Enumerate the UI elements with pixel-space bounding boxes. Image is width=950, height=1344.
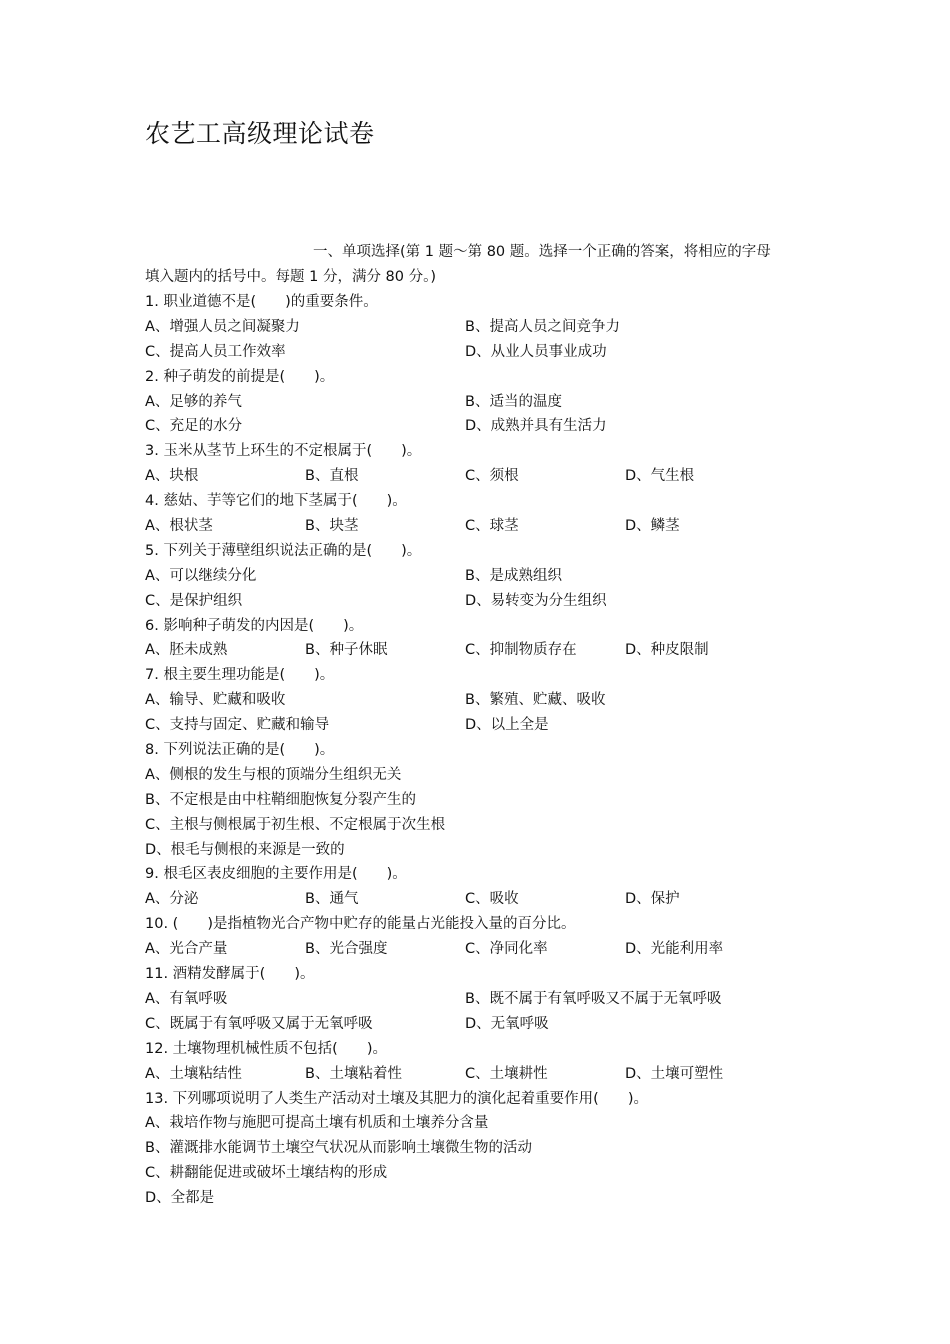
answer-option: B、土壤粘着性 <box>305 1065 402 1082</box>
answer-option: B、直根 <box>305 468 359 485</box>
answer-option: A、侧根的发生与根的顶端分生组织无关 <box>145 766 402 783</box>
question-text: 1. 职业道德不是( )的重要条件。 <box>145 294 378 310</box>
question-text: 5. 下列关于薄壁组织说法正确的是( )。 <box>145 542 422 559</box>
answer-option: D、种皮限制 <box>625 642 709 659</box>
option-row <box>145 813 810 838</box>
option-row <box>145 514 810 539</box>
answer-option: D、光能利用率 <box>625 941 724 958</box>
option-row <box>145 340 810 365</box>
option-row <box>145 713 810 738</box>
option-row <box>145 390 810 415</box>
question-text: 8. 下列说法正确的是( )。 <box>145 742 335 759</box>
section-heading-line-2: 填入题内的括号中。每题 1 分，满分 80 分。) <box>145 269 437 285</box>
option-row <box>145 987 810 1012</box>
question-text: 3. 玉米从茎节上环生的不定根属于( )。 <box>145 443 422 460</box>
answer-option: B、种子休眠 <box>305 642 388 659</box>
option-row <box>145 638 810 663</box>
question-text: 2. 种子萌发的前提是( )。 <box>145 368 335 385</box>
answer-option: B、光合强度 <box>305 941 388 958</box>
answer-option: D、无氧呼吸 <box>465 1015 549 1032</box>
answer-option: A、有氧呼吸 <box>145 990 228 1007</box>
answer-option: C、充足的水分 <box>145 418 243 435</box>
section-heading <box>145 240 810 290</box>
option-row <box>145 688 810 713</box>
answer-option: C、净同化率 <box>465 941 548 958</box>
question-text: 4. 慈姑、芋等它们的地下茎属于( )。 <box>145 493 407 510</box>
question-text: 9. 根毛区表皮细胞的主要作用是( )。 <box>145 866 407 883</box>
question-list <box>145 290 810 1211</box>
option-row <box>145 464 810 489</box>
answer-option: A、输导、贮藏和吸收 <box>145 692 286 709</box>
answer-option: A、土壤粘结性 <box>145 1065 242 1082</box>
answer-option: D、易转变为分生组织 <box>465 592 607 609</box>
question-text: 6. 影响种子萌发的内因是( )。 <box>145 617 364 634</box>
answer-option: A、分泌 <box>145 891 199 908</box>
answer-option: A、根状茎 <box>145 518 213 535</box>
answer-option: B、通气 <box>305 891 359 908</box>
option-row <box>145 315 810 340</box>
answer-option: A、可以继续分化 <box>145 567 257 584</box>
option-row <box>145 1062 810 1087</box>
question-text: 7. 根主要生理功能是( )。 <box>145 667 335 684</box>
option-row <box>145 1186 810 1211</box>
answer-option: D、气生根 <box>625 468 695 485</box>
answer-option: B、既不属于有氧呼吸又不属于无氧呼吸 <box>465 990 722 1007</box>
section-heading-line-1: 一、单项选择(第 1 题～第 80 题。选择一个正确的答案，将相应的字母 <box>313 244 771 260</box>
document-title: 农艺工高级理论试卷 <box>145 119 375 148</box>
option-row <box>145 589 810 614</box>
answer-option: C、吸收 <box>465 891 519 908</box>
answer-option: A、块根 <box>145 468 199 485</box>
answer-option: C、抑制物质存在 <box>465 642 577 659</box>
answer-option: C、支持与固定、贮藏和输导 <box>145 717 330 734</box>
option-row <box>145 1161 810 1186</box>
option-row <box>145 1111 810 1136</box>
answer-option: B、提高人员之间竞争力 <box>465 318 620 335</box>
option-row <box>145 564 810 589</box>
answer-option: B、适当的温度 <box>465 393 562 410</box>
option-row <box>145 838 810 863</box>
answer-option: A、足够的养气 <box>145 393 242 410</box>
answer-option: C、提高人员工作效率 <box>145 343 286 360</box>
option-row <box>145 414 810 439</box>
answer-option: B、繁殖、贮藏、吸收 <box>465 692 606 709</box>
answer-option: B、是成熟组织 <box>465 567 562 584</box>
question-text: 13. 下列哪项说明了人类生产活动对土壤及其肥力的演化起着重要作用( )。 <box>145 1090 648 1107</box>
answer-option: C、主根与侧根属于初生根、不定根属于次生根 <box>145 816 446 833</box>
answer-option: B、块茎 <box>305 518 359 535</box>
answer-option: D、保护 <box>625 891 680 908</box>
answer-option: D、全都是 <box>145 1190 215 1207</box>
answer-option: D、从业人员事业成功 <box>465 343 607 360</box>
answer-option: A、胚未成熟 <box>145 642 228 659</box>
answer-option: C、耕翻能促进或破坏土壤结构的形成 <box>145 1165 388 1182</box>
answer-option: A、光合产量 <box>145 941 228 958</box>
answer-option: A、栽培作物与施肥可提高土壤有机质和土壤养分含量 <box>145 1115 489 1132</box>
answer-option: D、根毛与侧根的来源是一致的 <box>145 841 345 858</box>
option-row <box>145 1012 810 1037</box>
option-row <box>145 788 810 813</box>
answer-option: C、既属于有氧呼吸又属于无氧呼吸 <box>145 1015 373 1032</box>
option-row <box>145 887 810 912</box>
option-row <box>145 763 810 788</box>
answer-option: C、土壤耕性 <box>465 1065 548 1082</box>
question-text: 10. ( )是指植物光合产物中贮存的能量占光能投入量的百分比。 <box>145 916 576 933</box>
option-row <box>145 937 810 962</box>
answer-option: B、不定根是由中柱鞘细胞恢复分裂产生的 <box>145 791 416 808</box>
answer-option: A、增强人员之间凝聚力 <box>145 318 300 335</box>
option-row <box>145 1136 810 1161</box>
answer-option: C、球茎 <box>465 518 519 535</box>
answer-option: D、成熟并具有生活力 <box>465 418 607 435</box>
answer-option: B、灌溉排水能调节土壤空气状况从而影响土壤微生物的活动 <box>145 1140 532 1157</box>
answer-option: C、须根 <box>465 468 519 485</box>
answer-option: D、以上全是 <box>465 717 549 734</box>
answer-option: D、土壤可塑性 <box>625 1065 724 1082</box>
answer-option: C、是保护组织 <box>145 592 243 609</box>
question-text: 11. 酒精发酵属于( )。 <box>145 966 315 983</box>
question-text: 12. 土壤物理机械性质不包括( )。 <box>145 1040 387 1057</box>
answer-option: D、鳞茎 <box>625 518 680 535</box>
